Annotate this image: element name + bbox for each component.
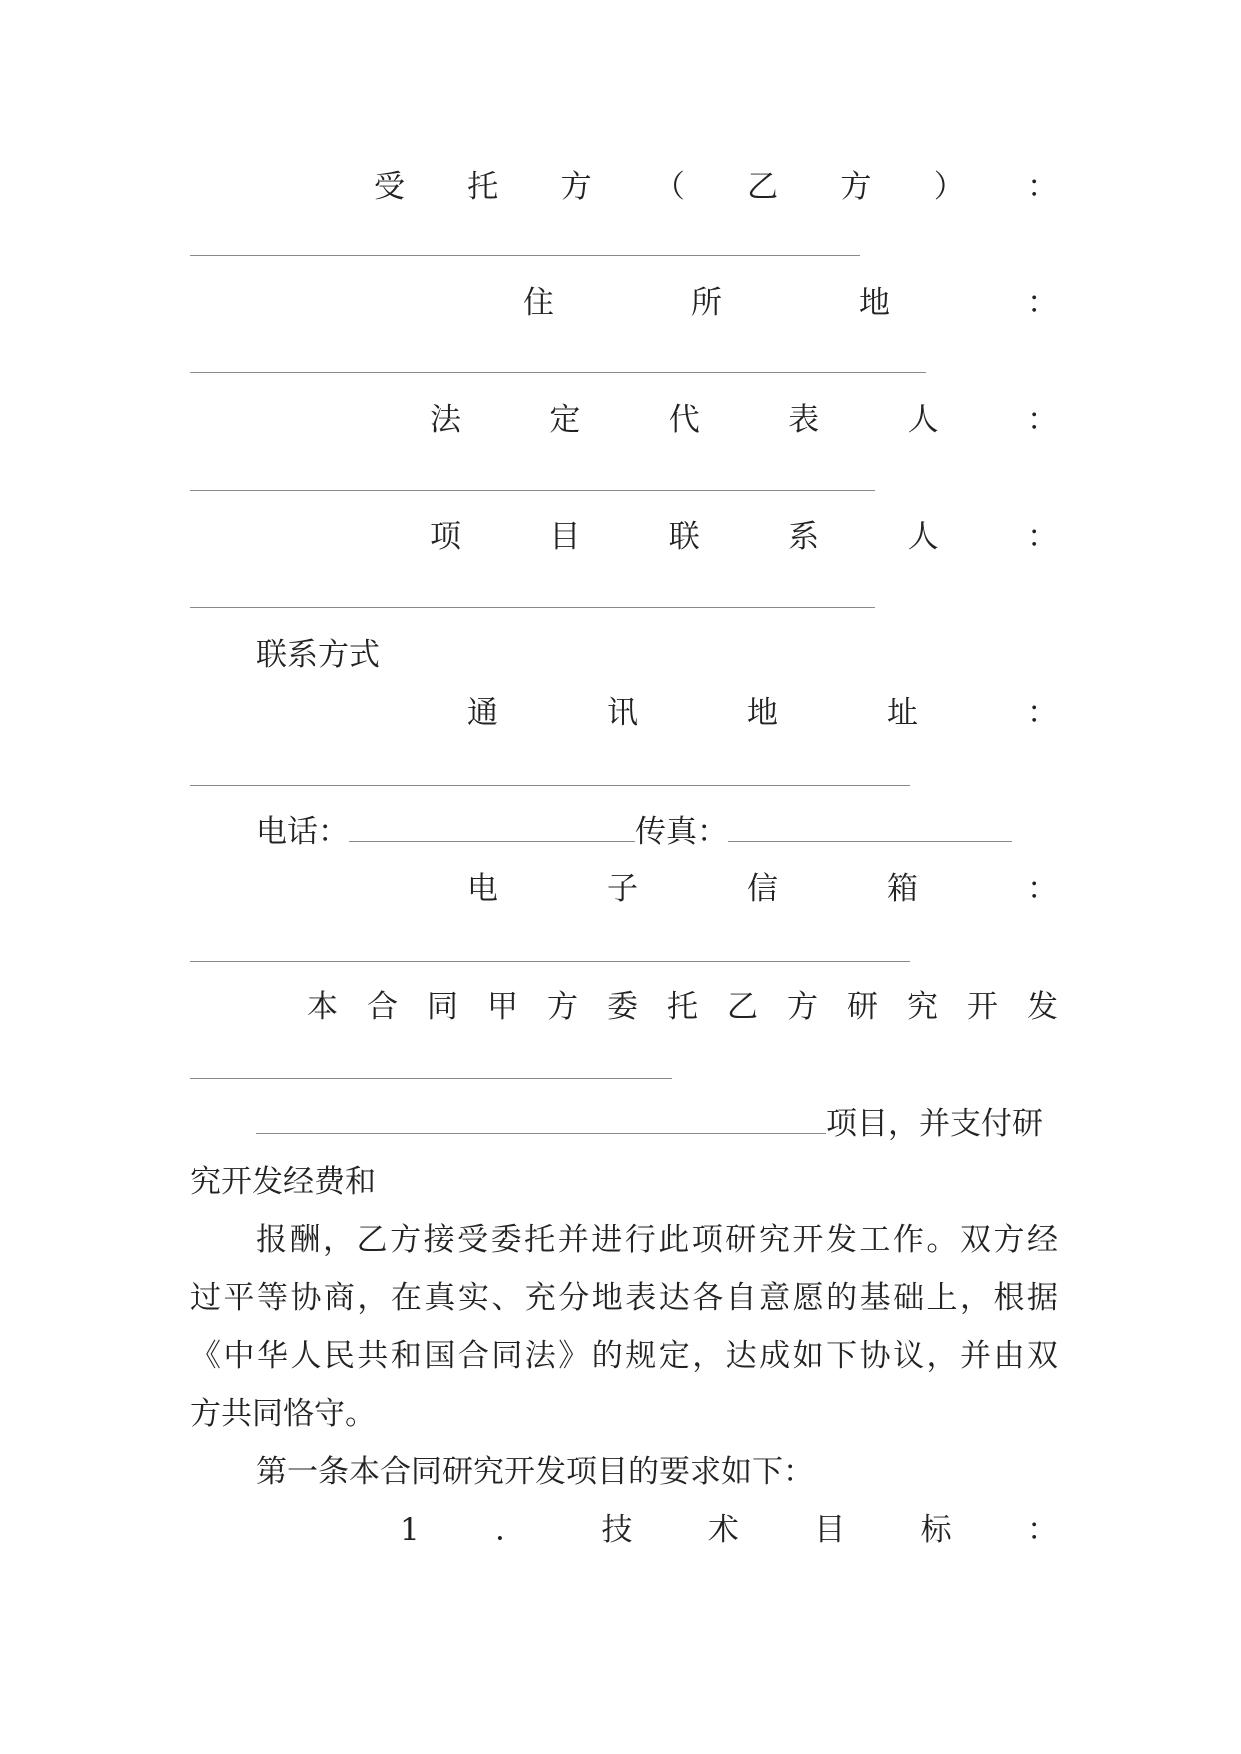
item-1-char: ． xyxy=(495,1512,527,1548)
colon: ： xyxy=(1027,285,1058,321)
project-contact-char: 系 xyxy=(788,519,820,555)
intro-char: 同 xyxy=(427,989,458,1025)
email-char: 信 xyxy=(747,871,778,907)
intro-char: 本 xyxy=(307,989,338,1025)
item-1-char: 标 xyxy=(920,1512,952,1548)
item-1-char: 1 xyxy=(400,1512,420,1548)
mail-address-blank[interactable] xyxy=(190,785,910,786)
address-char: 所 xyxy=(691,285,722,321)
legal-rep-char: 代 xyxy=(668,402,700,438)
address-char: 住 xyxy=(523,285,554,321)
intro-char: 开 xyxy=(967,989,998,1025)
paragraph-line-4: 方共同恪守。 xyxy=(190,1396,376,1432)
project-name-blank-2[interactable] xyxy=(256,1101,826,1134)
intro-char: 方 xyxy=(547,989,578,1025)
legal-rep-char: 人 xyxy=(907,402,939,438)
legal-rep-char: 表 xyxy=(788,402,820,438)
email-blank[interactable] xyxy=(190,961,910,962)
party-b-title-line xyxy=(190,162,1058,212)
party-b-title-char: 方 xyxy=(840,169,872,205)
intro-char: 甲 xyxy=(487,989,518,1025)
intro-char: 研 xyxy=(847,989,878,1025)
fax-blank[interactable] xyxy=(728,809,1012,842)
phone-fax-line xyxy=(190,807,1124,857)
article-1: 第一条本合同研究开发项目的要求如下： xyxy=(256,1454,814,1490)
intro-char: 方 xyxy=(787,989,818,1025)
paragraph-line-3: 《中华人民共和国合同法》的规定，达成如下协议，并由双 xyxy=(190,1338,1058,1374)
item-1-char: 技 xyxy=(601,1512,633,1548)
legal-rep-char: 定 xyxy=(549,402,581,438)
project-contact-char: 项 xyxy=(430,519,461,555)
party-b-title-char: 托 xyxy=(467,169,499,205)
party-b-name-blank[interactable] xyxy=(190,255,860,256)
project-contact-line xyxy=(190,512,1058,562)
legal-rep-char: 法 xyxy=(430,402,461,438)
mail-address-char: 通 xyxy=(467,695,498,731)
party-b-title-char: （ xyxy=(653,169,685,205)
party-b-title-char: 受 xyxy=(374,169,405,205)
intro-char: 发 xyxy=(1027,989,1058,1025)
address-char: 地 xyxy=(859,285,890,321)
colon: ： xyxy=(1026,519,1058,555)
fee-line: 究开发经费和 xyxy=(190,1164,376,1200)
contact-method-heading: 联系方式 xyxy=(256,637,380,673)
colon: ： xyxy=(1026,169,1058,205)
colon: ： xyxy=(1026,402,1058,438)
mail-address-line xyxy=(190,688,1058,738)
intro-char: 托 xyxy=(667,989,698,1025)
intro-char: 委 xyxy=(607,989,638,1025)
email-char: 箱 xyxy=(887,871,918,907)
address-blank[interactable] xyxy=(190,372,926,373)
project-contact-char: 人 xyxy=(907,519,939,555)
item-1-line xyxy=(190,1505,1058,1555)
project-contact-blank[interactable] xyxy=(190,607,875,608)
paragraph-line-2: 过平等协商，在真实、充分地表达各自意愿的基础上，根据 xyxy=(190,1280,1058,1316)
email-char: 电 xyxy=(467,871,498,907)
mail-address-char: 讯 xyxy=(607,695,638,731)
party-b-title-char: 乙 xyxy=(747,169,779,205)
intro-line xyxy=(190,982,1058,1032)
email-char: 子 xyxy=(607,871,638,907)
intro-char: 合 xyxy=(367,989,398,1025)
legal-rep-line xyxy=(190,395,1058,445)
party-b-title-char: ） xyxy=(933,169,965,205)
project-suffix: 项目，并支付研 xyxy=(826,1106,1043,1142)
fax-label: 传真： xyxy=(635,814,728,850)
intro-char: 究 xyxy=(907,989,938,1025)
party-b-title-char: 方 xyxy=(560,169,592,205)
project-contact-char: 联 xyxy=(668,519,700,555)
intro-char: 乙 xyxy=(727,989,758,1025)
email-line xyxy=(190,864,1058,914)
paragraph-line-1: 报酬，乙方接受委托并进行此项研究开发工作。双方经 xyxy=(256,1222,1058,1258)
item-1-char: 目 xyxy=(814,1512,846,1548)
address-line xyxy=(190,278,1058,328)
legal-rep-blank[interactable] xyxy=(190,490,875,491)
phone-label: 电话： xyxy=(256,814,349,850)
mail-address-char: 地 xyxy=(747,695,778,731)
project-name-blank[interactable] xyxy=(190,1078,672,1079)
colon: ： xyxy=(1027,871,1058,907)
phone-blank[interactable] xyxy=(349,809,635,842)
mail-address-char: 址 xyxy=(887,695,918,731)
project-contact-char: 目 xyxy=(549,519,581,555)
colon: ： xyxy=(1027,695,1058,731)
colon: ： xyxy=(1026,1512,1058,1548)
project-line xyxy=(190,1099,1124,1149)
item-1-char: 术 xyxy=(707,1512,739,1548)
